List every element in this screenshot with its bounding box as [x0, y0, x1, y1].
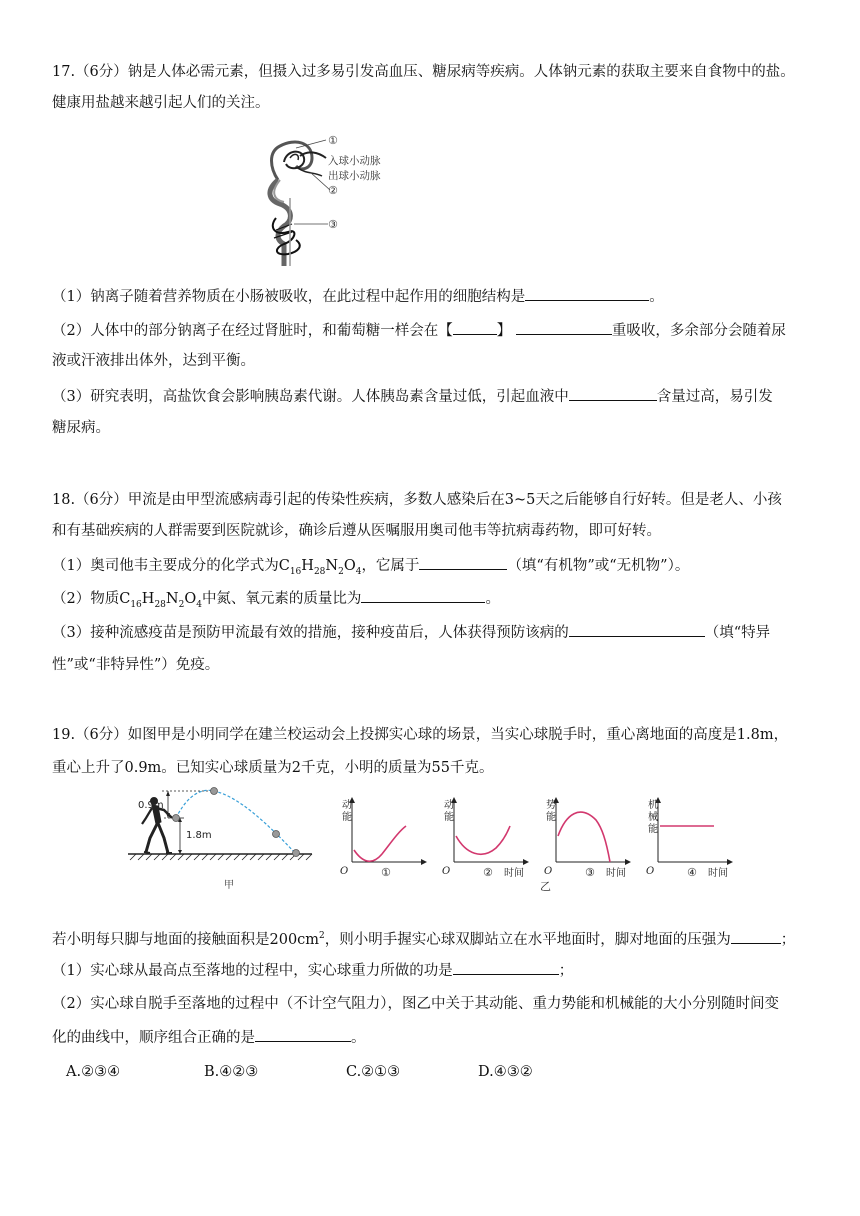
option-d[interactable]: D.④③②: [478, 1064, 533, 1080]
graph-3: [544, 797, 631, 879]
q17-p3-line2: 糖尿病。: [52, 420, 110, 436]
graph-number: ②: [483, 866, 493, 879]
q18-p3-b: （填“特异: [704, 625, 771, 641]
graph-xlabel: 时间: [504, 868, 524, 879]
q19-stem-line2: 重心上升了0.9m。已知实心球质量为2千克，小明的质量为55千克。: [52, 760, 494, 776]
graph-number: ①: [381, 866, 391, 879]
q18-p2-c: 。: [485, 591, 500, 607]
bowman-capsule: [272, 142, 313, 180]
label-efferent: 出球小动脉: [328, 170, 381, 182]
q19-part2-line1: （2）实心球自脱手至落地的过程中（不计空气阻力），图乙中关于其动能、重力势能和机械能的大小分别随时间变: [52, 996, 779, 1012]
figure-jia-caption: 甲: [224, 880, 234, 891]
graph-origin: O: [340, 866, 349, 877]
sub-h: 28: [313, 566, 326, 577]
label-3: ③: [328, 218, 338, 231]
q18-part1: [52, 555, 812, 582]
q17-part2: [52, 320, 812, 341]
graph-ylabel-char: 动: [444, 800, 454, 811]
q19-p1-b: ；: [558, 963, 574, 979]
q18-p3-line2: 性”或“非特异性”）免疫。: [52, 657, 220, 673]
q19-part1: [52, 960, 812, 981]
q18-p1-c: （填“有机物”或“无机物”）。: [507, 558, 690, 574]
sym-o: O: [343, 558, 356, 574]
q19-stem-line1: 19.（6分）如图甲是小明同学在建兰校运动会上投掷实心球的场景，当实心球脱手时，重心离地面的高度是1.8m，: [52, 727, 789, 743]
ground-hatching: [130, 854, 312, 860]
q17-p1-end: 。: [649, 289, 664, 305]
sub-n: 2: [338, 566, 344, 577]
q19-pressure-line: [52, 926, 812, 950]
figure-yi-caption: 乙: [540, 880, 551, 893]
q17-p2-blank[interactable]: [516, 320, 612, 335]
label-1: ①: [328, 134, 338, 147]
q18-p2-blank[interactable]: [361, 588, 485, 603]
q17-p2-text-c: 重吸收，多余部分会随着尿: [611, 323, 786, 339]
graph-ylabel-char: 能: [648, 824, 658, 835]
sub-c2: 16: [130, 599, 142, 610]
q19-pre-c: ；: [780, 931, 796, 948]
sub-o: 4: [355, 566, 362, 577]
graph-curve: [354, 826, 406, 861]
x-axis-arrow: [523, 859, 529, 865]
q18-stem-line1: 18.（6分）甲流是由甲型流感病毒引起的传染性疾病，多数人感染后在3~5天之后能够自行好转。但是老人、小孩: [52, 492, 782, 508]
q17-p2-text-b: 】: [496, 323, 512, 339]
graph-number: ④: [687, 866, 697, 879]
ball-positions: [173, 788, 300, 857]
q17-p2-text-a: （2）人体中的部分钠离子在经过肾脏时，和葡萄糖一样会在【: [52, 323, 453, 339]
q17-p3-text-b: 含量过高，易引发: [656, 389, 773, 405]
sym-o2: O: [184, 591, 197, 607]
figure-jia-shot-put: [128, 784, 318, 914]
graph-origin: O: [442, 866, 451, 877]
option-a[interactable]: A.②③④: [66, 1064, 121, 1080]
q19-pre-b: ，则小明手握实心球双脚站立在水平地面时，脚对地面的压强为: [324, 931, 731, 948]
graph-origin: O: [544, 866, 553, 877]
sub-o2: 4: [196, 599, 202, 610]
label-2: ②: [328, 184, 338, 197]
option-b[interactable]: B.④②③: [204, 1064, 259, 1080]
q19-p2-b: 化的曲线中，顺序组合正确的是: [52, 1030, 255, 1046]
graph-ylabel-char: 械: [648, 812, 658, 823]
q18-p3-a: （3）接种流感疫苗是预防甲流最有效的措施，接种疫苗后，人体获得预防该病的: [52, 625, 569, 641]
q18-part3: [52, 622, 812, 643]
q19-part2-line2: [52, 1027, 812, 1048]
q18-part2: [52, 588, 812, 615]
q17-p3-blank[interactable]: [569, 386, 657, 401]
graph-2: [442, 797, 529, 879]
option-c[interactable]: C.②①③: [346, 1064, 401, 1080]
q17-p1-blank[interactable]: [525, 286, 649, 301]
sub-h2: 28: [154, 599, 166, 610]
q17-part3: [52, 386, 812, 407]
q18-p1-b: ，它属于: [361, 558, 420, 574]
graph-xlabel: 时间: [708, 868, 728, 879]
q19-pre-sup: 2: [319, 931, 325, 941]
q18-p2-a: （2）物质C: [52, 591, 131, 607]
graph-number: ③: [585, 866, 595, 879]
graph-ylabel-char: 机: [648, 800, 658, 811]
q18-p1-a: （1）奥司他韦主要成分的化学式为C: [52, 558, 290, 574]
q18-p2-b: 中氮、氧元素的质量比为: [201, 591, 362, 607]
q17-p1-text: （1）钠离子随着营养物质在小肠被吸收，在此过程中起作用的细胞结构是: [52, 289, 526, 305]
graph-ylabel-char: 能: [546, 812, 556, 823]
graph-ylabel-char: 势: [546, 800, 556, 811]
sym-n2: N: [165, 591, 179, 607]
q17-p3-text-a: （3）研究表明，高盐饮食会影响胰岛素代谢。人体胰岛素含量过低，引起血液中: [52, 389, 569, 405]
q17-p2-bracket-blank[interactable]: [453, 320, 497, 335]
q18-p1-blank[interactable]: [419, 555, 507, 570]
q19-pressure-blank[interactable]: [731, 929, 781, 944]
x-axis-arrow: [625, 859, 631, 865]
q17-nephron-figure: [240, 128, 400, 268]
q17-stem-line1: 17.（6分）钠是人体必需元素，但摄入过多易引发高血压、糖尿病等疾病。人体钠元素的获取主要来自食物中的盐。: [52, 64, 795, 80]
q18-p3-blank[interactable]: [569, 622, 705, 637]
graph-4: [646, 797, 733, 879]
label-afferent: 入球小动脉: [328, 155, 381, 167]
sym-h2: H: [141, 591, 155, 607]
graph-1: [340, 797, 427, 879]
x-axis-arrow: [421, 859, 427, 865]
sub-n2: 2: [178, 599, 185, 610]
q17-stem-line2: 健康用盐越来越引起人们的关注。: [52, 95, 270, 111]
graph-curve: [558, 812, 610, 862]
q17-part1: [52, 286, 812, 307]
sym-n: N: [325, 558, 339, 574]
q19-p1-a: （1）实心球从最高点至落地的过程中，实心球重力所做的功是: [52, 963, 453, 979]
graph-ylabel-char: 动: [342, 800, 352, 811]
height-0.9m-label: 0.9m: [138, 800, 164, 811]
q17-p2-line2: 液或汗液排出体外，达到平衡。: [52, 353, 255, 369]
figure-yi-graphs: [336, 796, 746, 922]
q19-p1-blank[interactable]: [453, 960, 559, 975]
graph-ylabel-char: 能: [342, 812, 352, 823]
x-axis-arrow: [727, 859, 733, 865]
graph-origin: O: [646, 866, 655, 877]
graph-xlabel: 时间: [606, 868, 626, 879]
graph-curve: [456, 826, 510, 854]
q19-pre-a: 若小明每只脚与地面的接触面积是200cm: [52, 931, 320, 948]
height-1.8m-label: 1.8m: [186, 830, 212, 841]
sub-c: 16: [289, 566, 302, 577]
graph-ylabel-char: 能: [444, 812, 454, 823]
q18-stem-line2: 和有基础疾病的人群需要到医院就诊，确诊后遵从医嘱服用奥司他韦等抗病毒药物，即可好转。: [52, 523, 661, 539]
q19-p2-blank[interactable]: [255, 1027, 351, 1042]
q19-p2-c: 。: [351, 1030, 366, 1046]
ball-trajectory: [176, 790, 296, 854]
sym-h: H: [301, 558, 314, 574]
